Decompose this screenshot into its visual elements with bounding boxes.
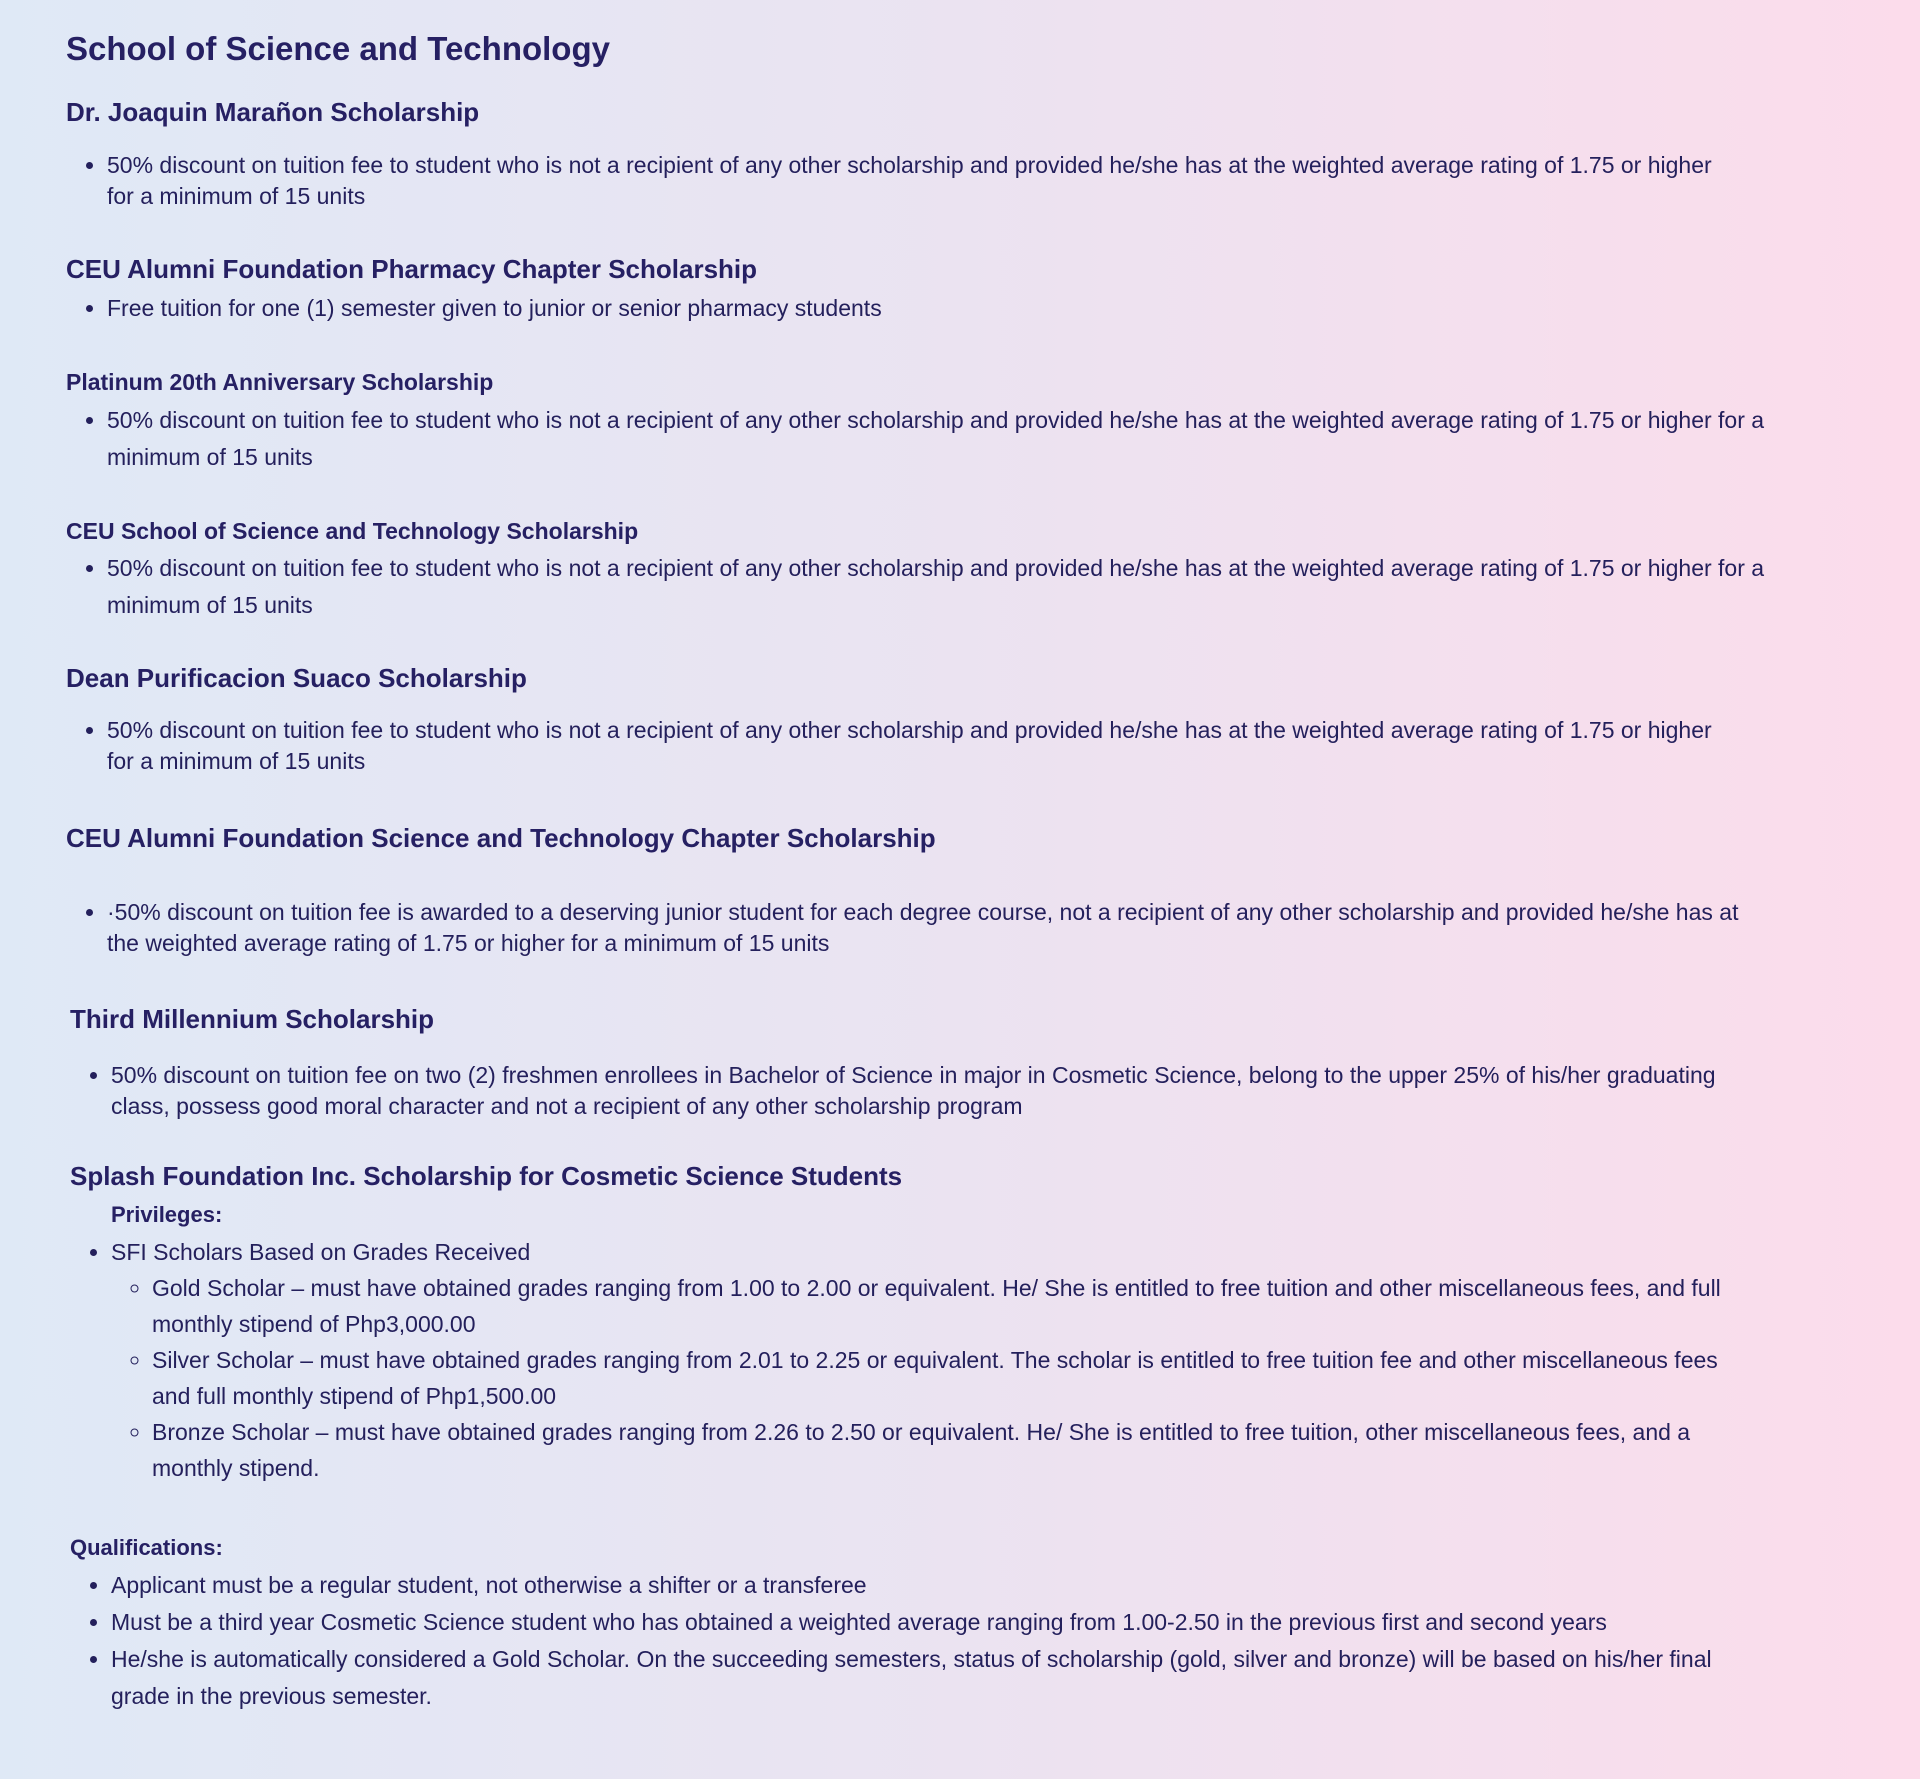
section-heading-maranon: Dr. Joaquin Marañon Scholarship (66, 97, 480, 127)
list-item: • 50% discount on tuition fee to student who is not a recipient of any other scholarship and provided he/she has at the weighted average rating of 1.75 or higher for a minimum of 15 units (107, 715, 1727, 777)
section-list-sst (66, 550, 1767, 624)
page-title: School of Science and Technology (66, 30, 610, 67)
section-list-suaco (66, 715, 1727, 777)
scholar-level-bronze: ◦ Bronze Scholar – must have obtained grades ranging from 2.26 to 2.50 or equivalent. He/ She is entitled to free tuition, other miscellaneous fees, and a monthly stipend. (152, 1414, 1751, 1486)
list-item: • 50% discount on tuition fee to student who is not a recipient of any other scholarship and provided he/she has at the weighted average rating of 1.75 or higher for a minimum of 15 units (107, 150, 1727, 212)
list-item: • Free tuition for one (1) semester given to junior or senior pharmacy students (107, 293, 1727, 324)
section-heading-pharmacy-chapter: CEU Alumni Foundation Pharmacy Chapter Scholarship (66, 254, 758, 284)
qualification-item: • Applicant must be a regular student, not otherwise a shifter or a transferee (111, 1567, 1751, 1604)
section-list-third-millennium (70, 1060, 1751, 1122)
scholar-level-silver: ◦ Silver Scholar – must have obtained grades ranging from 2.01 to 2.25 or equivalent. The scholar is entitled to free tuition fee and other miscellaneous fees and full monthly stipend of Php1,500.00 (152, 1342, 1751, 1414)
section-heading-suaco: Dean Purificacion Suaco Scholarship (66, 663, 527, 693)
section-heading-st-chapter: CEU Alumni Foundation Science and Technology Chapter Scholarship (66, 823, 936, 853)
qualifications-label: Qualifications: (70, 1535, 223, 1560)
scholar-levels-list (111, 1270, 1751, 1486)
section-list-maranon (66, 150, 1727, 212)
privileges-label: Privileges: (111, 1202, 223, 1227)
section-list-platinum (66, 402, 1767, 476)
list-item (111, 1234, 1751, 1486)
section-heading-splash: Splash Foundation Inc. Scholarship for Cosmetic Science Students (70, 1161, 903, 1191)
list-item: • 50% discount on tuition fee on two (2) freshmen enrollees in Bachelor of Science in major in Cosmetic Science, belong to the upper 25% of his/her graduating class, possess good moral character and not a recipient of any other scholarship program (111, 1060, 1751, 1122)
list-item: • 50% discount on tuition fee to student who is not a recipient of any other scholarship and provided he/she has at the weighted average rating of 1.75 or higher for a minimum of 15 units (107, 550, 1767, 624)
section-list-st-chapter (66, 897, 1747, 959)
section-heading-platinum: Platinum 20th Anniversary Scholarship (66, 369, 494, 395)
list-item: • 50% discount on tuition fee to student who is not a recipient of any other scholarship and provided he/she has at the weighted average rating of 1.75 or higher for a minimum of 15 units (107, 402, 1767, 476)
section-list-pharmacy-chapter (66, 293, 1727, 324)
privileges-item-label: SFI Scholars Based on Grades Received (111, 1239, 531, 1265)
qualification-item: • He/she is automatically considered a Gold Scholar. On the succeeding semesters, status of scholarship (gold, silver and bronze) will be based on his/her final grade in the previous semester. (111, 1641, 1751, 1715)
list-item: • ·50% discount on tuition fee is awarded to a deserving junior student for each degree course, not a recipient of any other scholarship and provided he/she has at the weighted average rating of 1.75 or higher for a minimum of 15 units (107, 897, 1747, 959)
qualification-item: • Must be a third year Cosmetic Science student who has obtained a weighted average ranging from 1.00-2.50 in the previous first and second years (111, 1604, 1751, 1641)
privileges-list (70, 1234, 1751, 1486)
section-heading-third-millennium: Third Millennium Scholarship (70, 1004, 435, 1034)
section-heading-sst: CEU School of Science and Technology Scholarship (66, 518, 639, 544)
qualifications-list (70, 1567, 1751, 1715)
scholar-level-gold: ◦ Gold Scholar – must have obtained grades ranging from 1.00 to 2.00 or equivalent. He/ She is entitled to free tuition and other miscellaneous fees, and full monthly stipend of Php3,000.00 (152, 1270, 1751, 1342)
